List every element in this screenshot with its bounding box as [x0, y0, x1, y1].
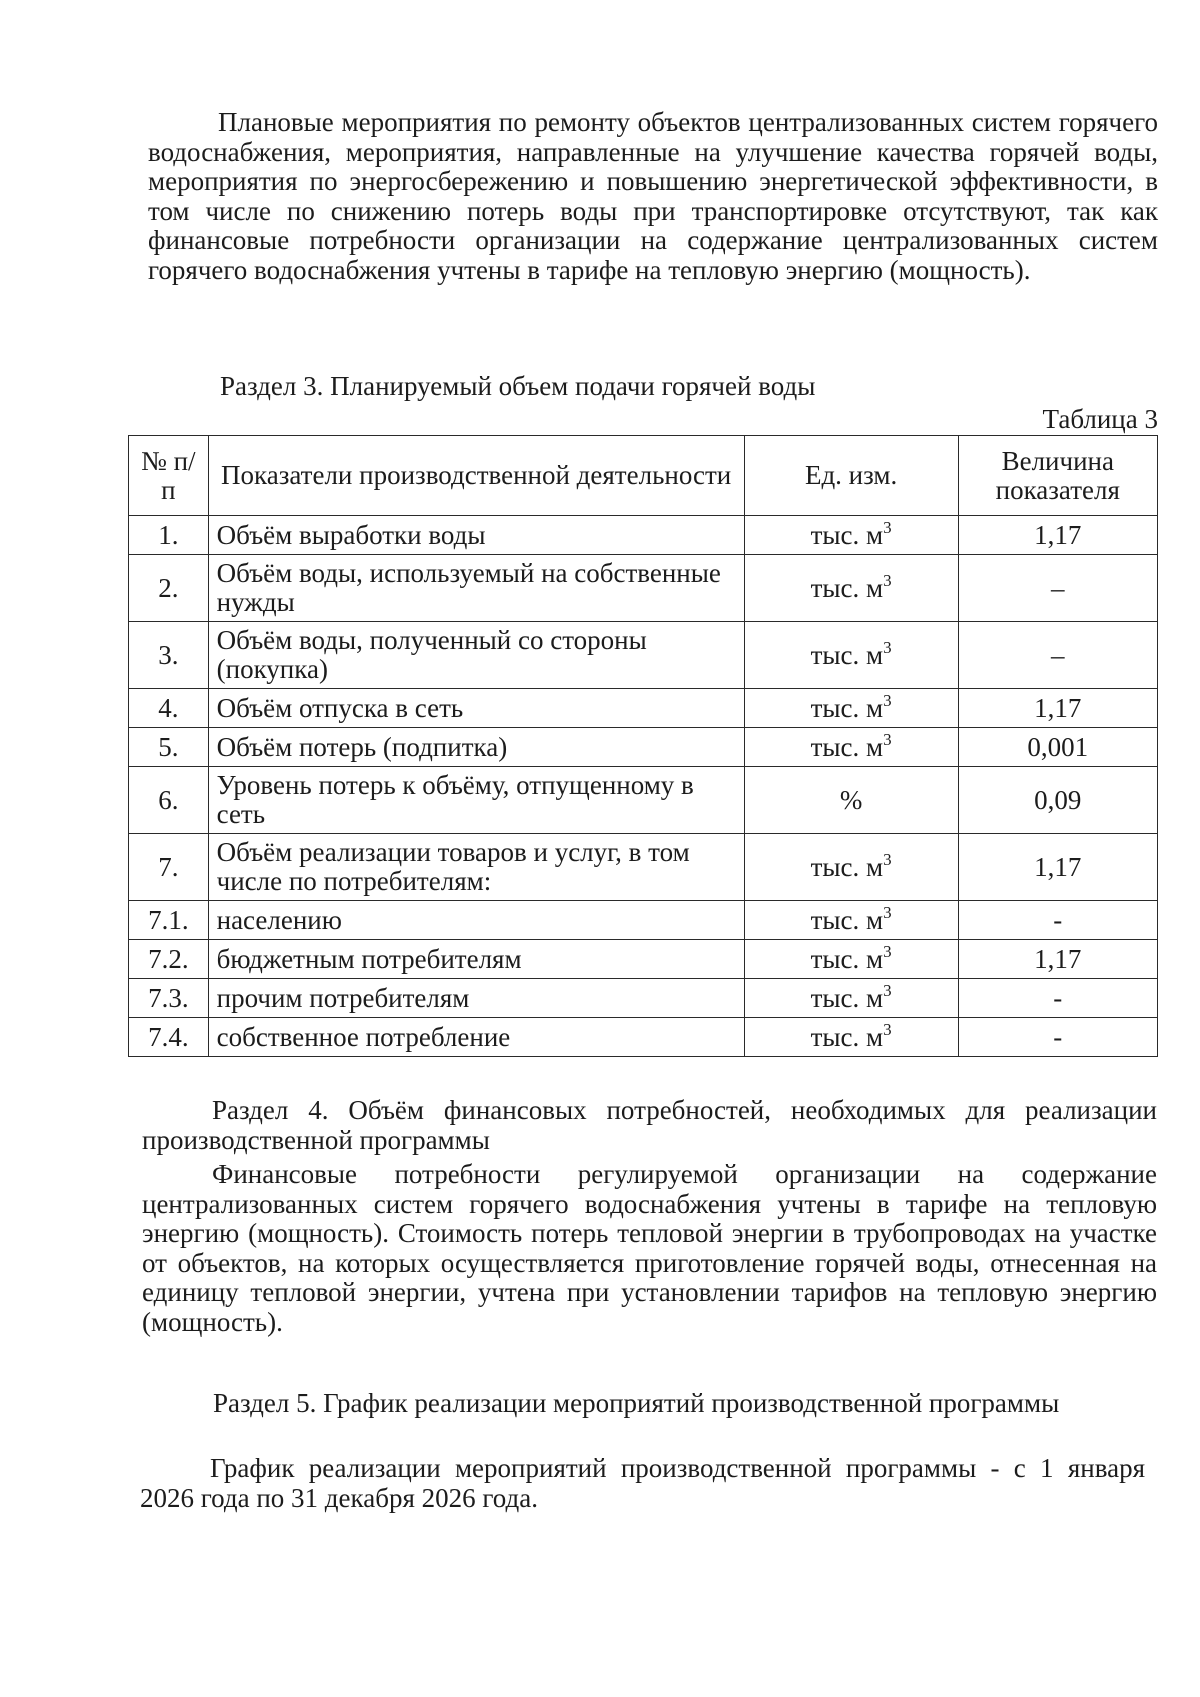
row-indicator: бюджетным потребителям	[208, 940, 744, 979]
row-indicator: Объём воды, используемый на собственные нужды	[208, 555, 744, 622]
table-row	[129, 516, 1158, 555]
table-row	[129, 834, 1158, 901]
unit-superscript: 3	[883, 941, 892, 961]
unit-superscript: 3	[883, 980, 892, 1000]
table-caption: Таблица 3	[1042, 404, 1158, 434]
unit-superscript: 3	[883, 902, 892, 922]
table-row	[129, 728, 1158, 767]
row-num: 3.	[129, 622, 209, 689]
row-unit	[744, 555, 958, 622]
row-indicator: Объём воды, полученный со стороны (покупка)	[208, 622, 744, 689]
row-value: -	[958, 901, 1157, 940]
table-row	[129, 622, 1158, 689]
table-row	[129, 689, 1158, 728]
row-num: 4.	[129, 689, 209, 728]
row-indicator: Объём выработки воды	[208, 516, 744, 555]
row-unit-text: тыс. м	[810, 943, 884, 974]
row-value: 1,17	[958, 834, 1157, 901]
row-unit-text: тыс. м	[810, 904, 884, 935]
row-unit-text: тыс. м	[810, 731, 884, 762]
table-row	[129, 901, 1158, 940]
row-unit	[744, 689, 958, 728]
row-value: 1,17	[958, 689, 1157, 728]
row-indicator: населению	[208, 901, 744, 940]
row-unit	[744, 1018, 958, 1057]
unit-superscript: 3	[883, 517, 892, 537]
row-indicator: Объём отпуска в сеть	[208, 689, 744, 728]
section5-paragraph: График реализации мероприятий производственной программы - с 1 января 2026 года по 31 декабря 2026 года.	[140, 1453, 1145, 1513]
table-header-row	[129, 436, 1158, 516]
row-num: 2.	[129, 555, 209, 622]
unit-superscript: 3	[883, 637, 892, 657]
row-value: 1,17	[958, 516, 1157, 555]
table-row	[129, 979, 1158, 1018]
row-indicator: прочим потребителям	[208, 979, 744, 1018]
table-row	[129, 1018, 1158, 1057]
row-unit-text: тыс. м	[810, 639, 884, 670]
section5-heading: Раздел 5. График реализации мероприятий производственной программы	[213, 1388, 1060, 1418]
row-unit	[744, 622, 958, 689]
unit-superscript: 3	[883, 849, 892, 869]
row-indicator: собственное потребление	[208, 1018, 744, 1057]
section4-paragraph: Финансовые потребности регулируемой организации на содержание централизованных систем горячего водоснабжения учтены в тарифе на тепловую энергию (мощность). Стоимость потерь тепловой энергии в трубопроводах на участке от объектов, на которых осуществляется приготовление горячей воды, отнесенная на единицу тепловой энергии, учтена при установлении тарифов на тепловую энергию (мощность).	[142, 1159, 1157, 1337]
row-num: 7.1.	[129, 901, 209, 940]
row-num: 1.	[129, 516, 209, 555]
row-num: 6.	[129, 767, 209, 834]
row-indicator: Уровень потерь к объёму, отпущенному в сеть	[208, 767, 744, 834]
unit-superscript: 3	[883, 729, 892, 749]
row-value: –	[958, 555, 1157, 622]
row-unit	[744, 516, 958, 555]
unit-superscript: 3	[883, 690, 892, 710]
row-indicator: Объём реализации товаров и услуг, в том числе по потребителям:	[208, 834, 744, 901]
section4-heading	[142, 1096, 1157, 1155]
row-value: 0,09	[958, 767, 1157, 834]
row-value: 1,17	[958, 940, 1157, 979]
row-unit	[744, 834, 958, 901]
table-row	[129, 940, 1158, 979]
header-value: Величина показателя	[958, 436, 1157, 516]
section3-heading: Раздел 3. Планируемый объем подачи горячей воды	[220, 371, 816, 401]
row-unit	[744, 901, 958, 940]
unit-superscript: 3	[883, 1019, 892, 1039]
row-unit	[744, 728, 958, 767]
row-unit-text: тыс. м	[810, 1021, 884, 1052]
row-num: 7.3.	[129, 979, 209, 1018]
header-unit: Ед. изм.	[744, 436, 958, 516]
table-body	[129, 516, 1158, 1057]
row-unit-text: %	[839, 784, 863, 815]
row-num: 7.4.	[129, 1018, 209, 1057]
header-indicator: Показатели производственной деятельности	[208, 436, 744, 516]
row-unit	[744, 767, 958, 834]
row-unit	[744, 940, 958, 979]
row-unit-text: тыс. м	[810, 519, 884, 550]
row-num: 7.2.	[129, 940, 209, 979]
row-indicator: Объём потерь (подпитка)	[208, 728, 744, 767]
table-row	[129, 555, 1158, 622]
header-num: № п/п	[129, 436, 209, 516]
row-unit-text: тыс. м	[810, 572, 884, 603]
row-unit	[744, 979, 958, 1018]
unit-superscript: 3	[883, 570, 892, 590]
section4-heading-text: Раздел 4. Объём финансовых потребностей, необходимых для реализации производственной программы	[142, 1095, 1157, 1155]
row-num: 7.	[129, 834, 209, 901]
row-value: -	[958, 979, 1157, 1018]
row-value: -	[958, 1018, 1157, 1057]
row-unit-text: тыс. м	[810, 982, 884, 1013]
row-unit-text: тыс. м	[810, 851, 884, 882]
row-value: 0,001	[958, 728, 1157, 767]
row-unit-text: тыс. м	[810, 692, 884, 723]
row-value: –	[958, 622, 1157, 689]
row-num: 5.	[129, 728, 209, 767]
production-indicators-table	[128, 435, 1158, 1057]
table-row	[129, 767, 1158, 834]
section2-paragraph: Плановые мероприятия по ремонту объектов централизованных систем горячего водоснабжения, мероприятия, направленные на улучшение качества горячей воды, мероприятия по энергосбережению и повышению энергетической эффективности, в том числе по снижению потерь воды при транспортировке отсутствуют, так как финансовые потребности организации на содержание централизованных систем горячего водоснабжения учтены в тарифе на тепловую энергию (мощность).	[148, 107, 1158, 285]
